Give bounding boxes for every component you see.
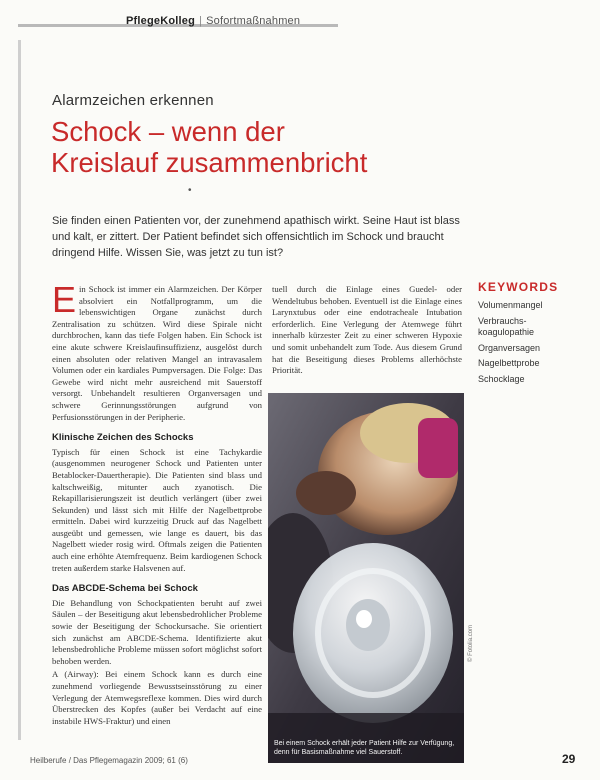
- header-label: [126, 15, 300, 27]
- body-column-2: [272, 284, 462, 377]
- keywords-title: KEYWORDS: [478, 280, 559, 294]
- keyword-item: Schocklage: [478, 373, 525, 384]
- article-title: [51, 116, 471, 178]
- title-line-2: Kreislauf zusammenbricht: [51, 147, 368, 178]
- airway-paragraph: A (Airway): Bei einem Schock kann es durch eine zunehmend vorliegende Bewusstseinsstörung zu einer Verlegung der Atemwegsreflexe kommen. Dies wird durch Überstrecken des Kopfes (außer bei Verdacht auf eine instabile HWS-Fraktur) und einen: [52, 669, 262, 726]
- left-margin-rule: [18, 40, 21, 740]
- article-kicker: Alarmzeichen erkennen: [52, 92, 214, 109]
- article-photo: [268, 393, 464, 763]
- keyword-item: Organversagen: [478, 342, 541, 353]
- column-2-paragraph: tuell durch die Einlage eines Guedel- oder Wendeltubus behoben. Eventuell ist die Einlage eines Larynxtubus oder eine endotracheale Intubation erforderlich. Eine Verlegung der Atemwege führt innerhalb kürzester Zeit zu einer schweren Hypoxie und somit unbehandelt zum Tode. Aus diesem Grund hat die Beseitigung dieses Problems allerhöchste Priorität.: [272, 284, 462, 376]
- clinical-signs-paragraph: Typisch für einen Schock ist eine Tachykardie (ausgenommen neurogener Schock und Patienten unter Betablocker-Dauertherapie). Die Patienten sind blass und kaltschweißig, mitunter auch zyanotisch. Die Rekapillarisierungszeit ist deutlich verlängert (über zwei Sekunden) und lässt sich mit Hilfe der Nagelbettprobe ermitteln. Dabei wird kurzzeitig Druck auf das Nagelbett ausgeübt und gemessen, wie lange es dauert, bis das Nagelbett wieder rosig wird. Oftmals zeigen die Patienten auch eine erhöhte Atemfrequenz. Beim kardiogenen Schock treten außerdem starke Halsvenen auf.: [52, 446, 262, 573]
- keyword-item: Nagelbettprobe: [478, 358, 540, 368]
- page-number: 29: [562, 752, 576, 766]
- keyword-item: Volumenmangel: [478, 300, 543, 310]
- subhead-abcde: Das ABCDE-Schema bei Schock: [52, 583, 198, 595]
- subhead-clinical-signs: Klinische Zeichen des Schocks: [52, 432, 194, 444]
- intro-paragraph: in Schock ist immer ein Alarmzeichen. Der Körper absolviert ein Notfallprogramm, um die lebenswichtigen Organe zunächst durch Zentralisation zu schützen. Wird diese Spirale nicht durchbrochen, kann das tiefe Folgen haben. Ein Schock ist eine akute schwere Kreislaufinsuffizienz, ausgelöst durch einen absoluten oder relativen Mangel an intravasalem Volumen oder ein kardiales Pumpversagen. Die Folge: Das Gewebe wird nicht mehr ausreichend mit Sauerstoff versorgt. Unbehandelt resultieren Organversagen und schwere Gerinnungsstörungen aufgrund von Perfusionsstörungen in der Peripherie.: [52, 284, 262, 422]
- header-section: Sofortmaßnahmen: [206, 15, 301, 27]
- article-lead: Sie finden einen Patienten vor, der zunehmend apathisch wirkt. Seine Haut ist blass und kalt, er zittert. Der Patient befindet sich offensichtlich im Schock und braucht dringend Hilfe. Wissen Sie, was jetzt zu tun ist?: [52, 215, 460, 259]
- oxygen-mask-illustration: [268, 393, 464, 763]
- title-line-1: Schock – wenn der: [51, 116, 285, 147]
- photo-caption: Bei einem Schock erhält jeder Patient Hilfe zur Verfügung, denn für Basismaßnahme viel Sauerstoff.: [274, 740, 455, 756]
- abcde-paragraph: Die Behandlung von Schockpatienten beruht auf zwei Säulen – der Beseitigung akut lebensbedrohlicher Probleme sowie der Beseitigung der Schockursache. Sie orientiert sich zunächst am ABCDE-Schema. Identifizierte akut lebensbedrohliche Probleme müssen sofort möglichst sofort behoben werden.: [52, 597, 262, 666]
- title-dot: •: [188, 185, 192, 196]
- page-header: [0, 0, 600, 40]
- keyword-item: Verbrauchs-koagulopathie: [478, 315, 535, 337]
- keywords-box: [478, 280, 578, 389]
- photo-credit: © Fotolia.com: [468, 624, 474, 662]
- body-column-1: [52, 279, 262, 727]
- footer-source: Heilberufe / Das Pflegemagazin 2009; 61 (6): [30, 756, 188, 765]
- header-separator: |: [199, 15, 203, 27]
- drop-cap: E: [52, 279, 77, 320]
- header-kolleg: PflegeKolleg: [126, 15, 196, 27]
